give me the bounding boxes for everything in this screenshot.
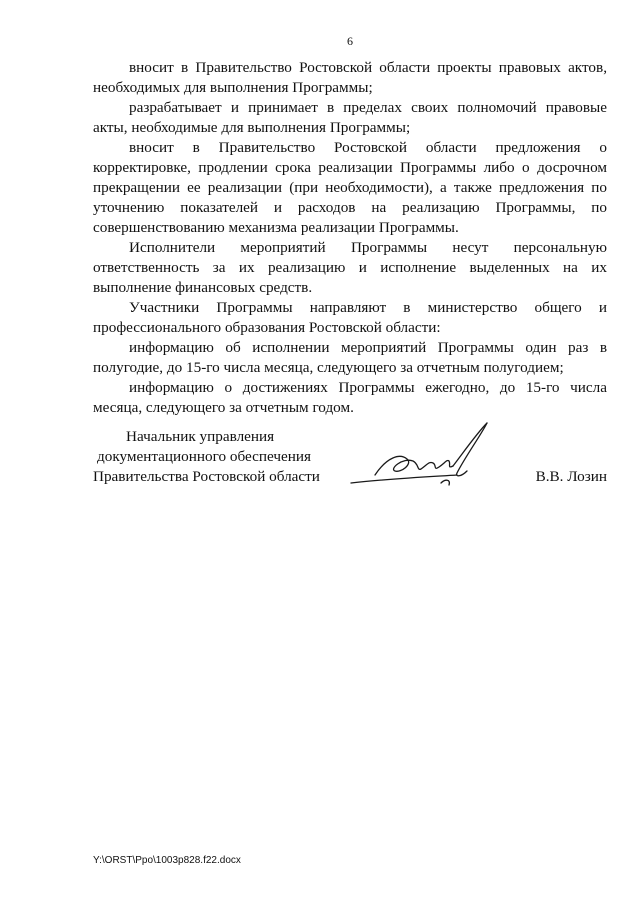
handwritten-signature-icon	[345, 417, 495, 492]
paragraph-halfyear-info: информацию об исполнении мероприятий Программы один раз в полугодие, до 15-го числа месяца, следующего за отчетным полугодием;	[93, 339, 607, 376]
paragraph-submit-draft-acts: вносит в Правительство Ростовской области проекты правовых актов, необходимых для выполнения Программы;	[93, 59, 607, 96]
document-body	[93, 58, 607, 418]
paragraph-participants-report: Участники Программы направляют в министерство общего и профессионального образования Ростовской области:	[93, 299, 607, 336]
page-number: 6	[347, 34, 353, 48]
signatory-title-line-1: Начальник управления	[126, 428, 275, 445]
footer-file-path: Y:\ORST\Ppo\1003p828.f22.docx	[93, 855, 241, 866]
paragraph-submit-proposals: вносит в Правительство Ростовской области предложения о корректировке, продлении срока реализации Программы либо о досрочном прекращении ее реализации (при необходимости), а также предложения по уточнению показателей и расходов на реализацию Программы, по совершенствованию механизма реализации Программы.	[93, 139, 607, 236]
signatory-title-line-2: документационного обеспечения	[97, 448, 311, 465]
paragraph-executors-responsibility: Исполнители мероприятий Программы несут персональную ответственность за их реализацию и исполнение выделенных на их выполнение финансовых средств.	[93, 239, 607, 296]
signatory-name: В.В. Лозин	[535, 468, 607, 485]
signatory-title-line-3: Правительства Ростовской области	[93, 468, 320, 485]
paragraph-adopt-legal-acts: разрабатывает и принимает в пределах своих полномочий правовые акты, необходимые для выполнения Программы;	[93, 99, 607, 136]
paragraph-annual-info: информацию о достижениях Программы ежегодно, до 15-го числа месяца, следующего за отчетным годом.	[93, 379, 607, 416]
